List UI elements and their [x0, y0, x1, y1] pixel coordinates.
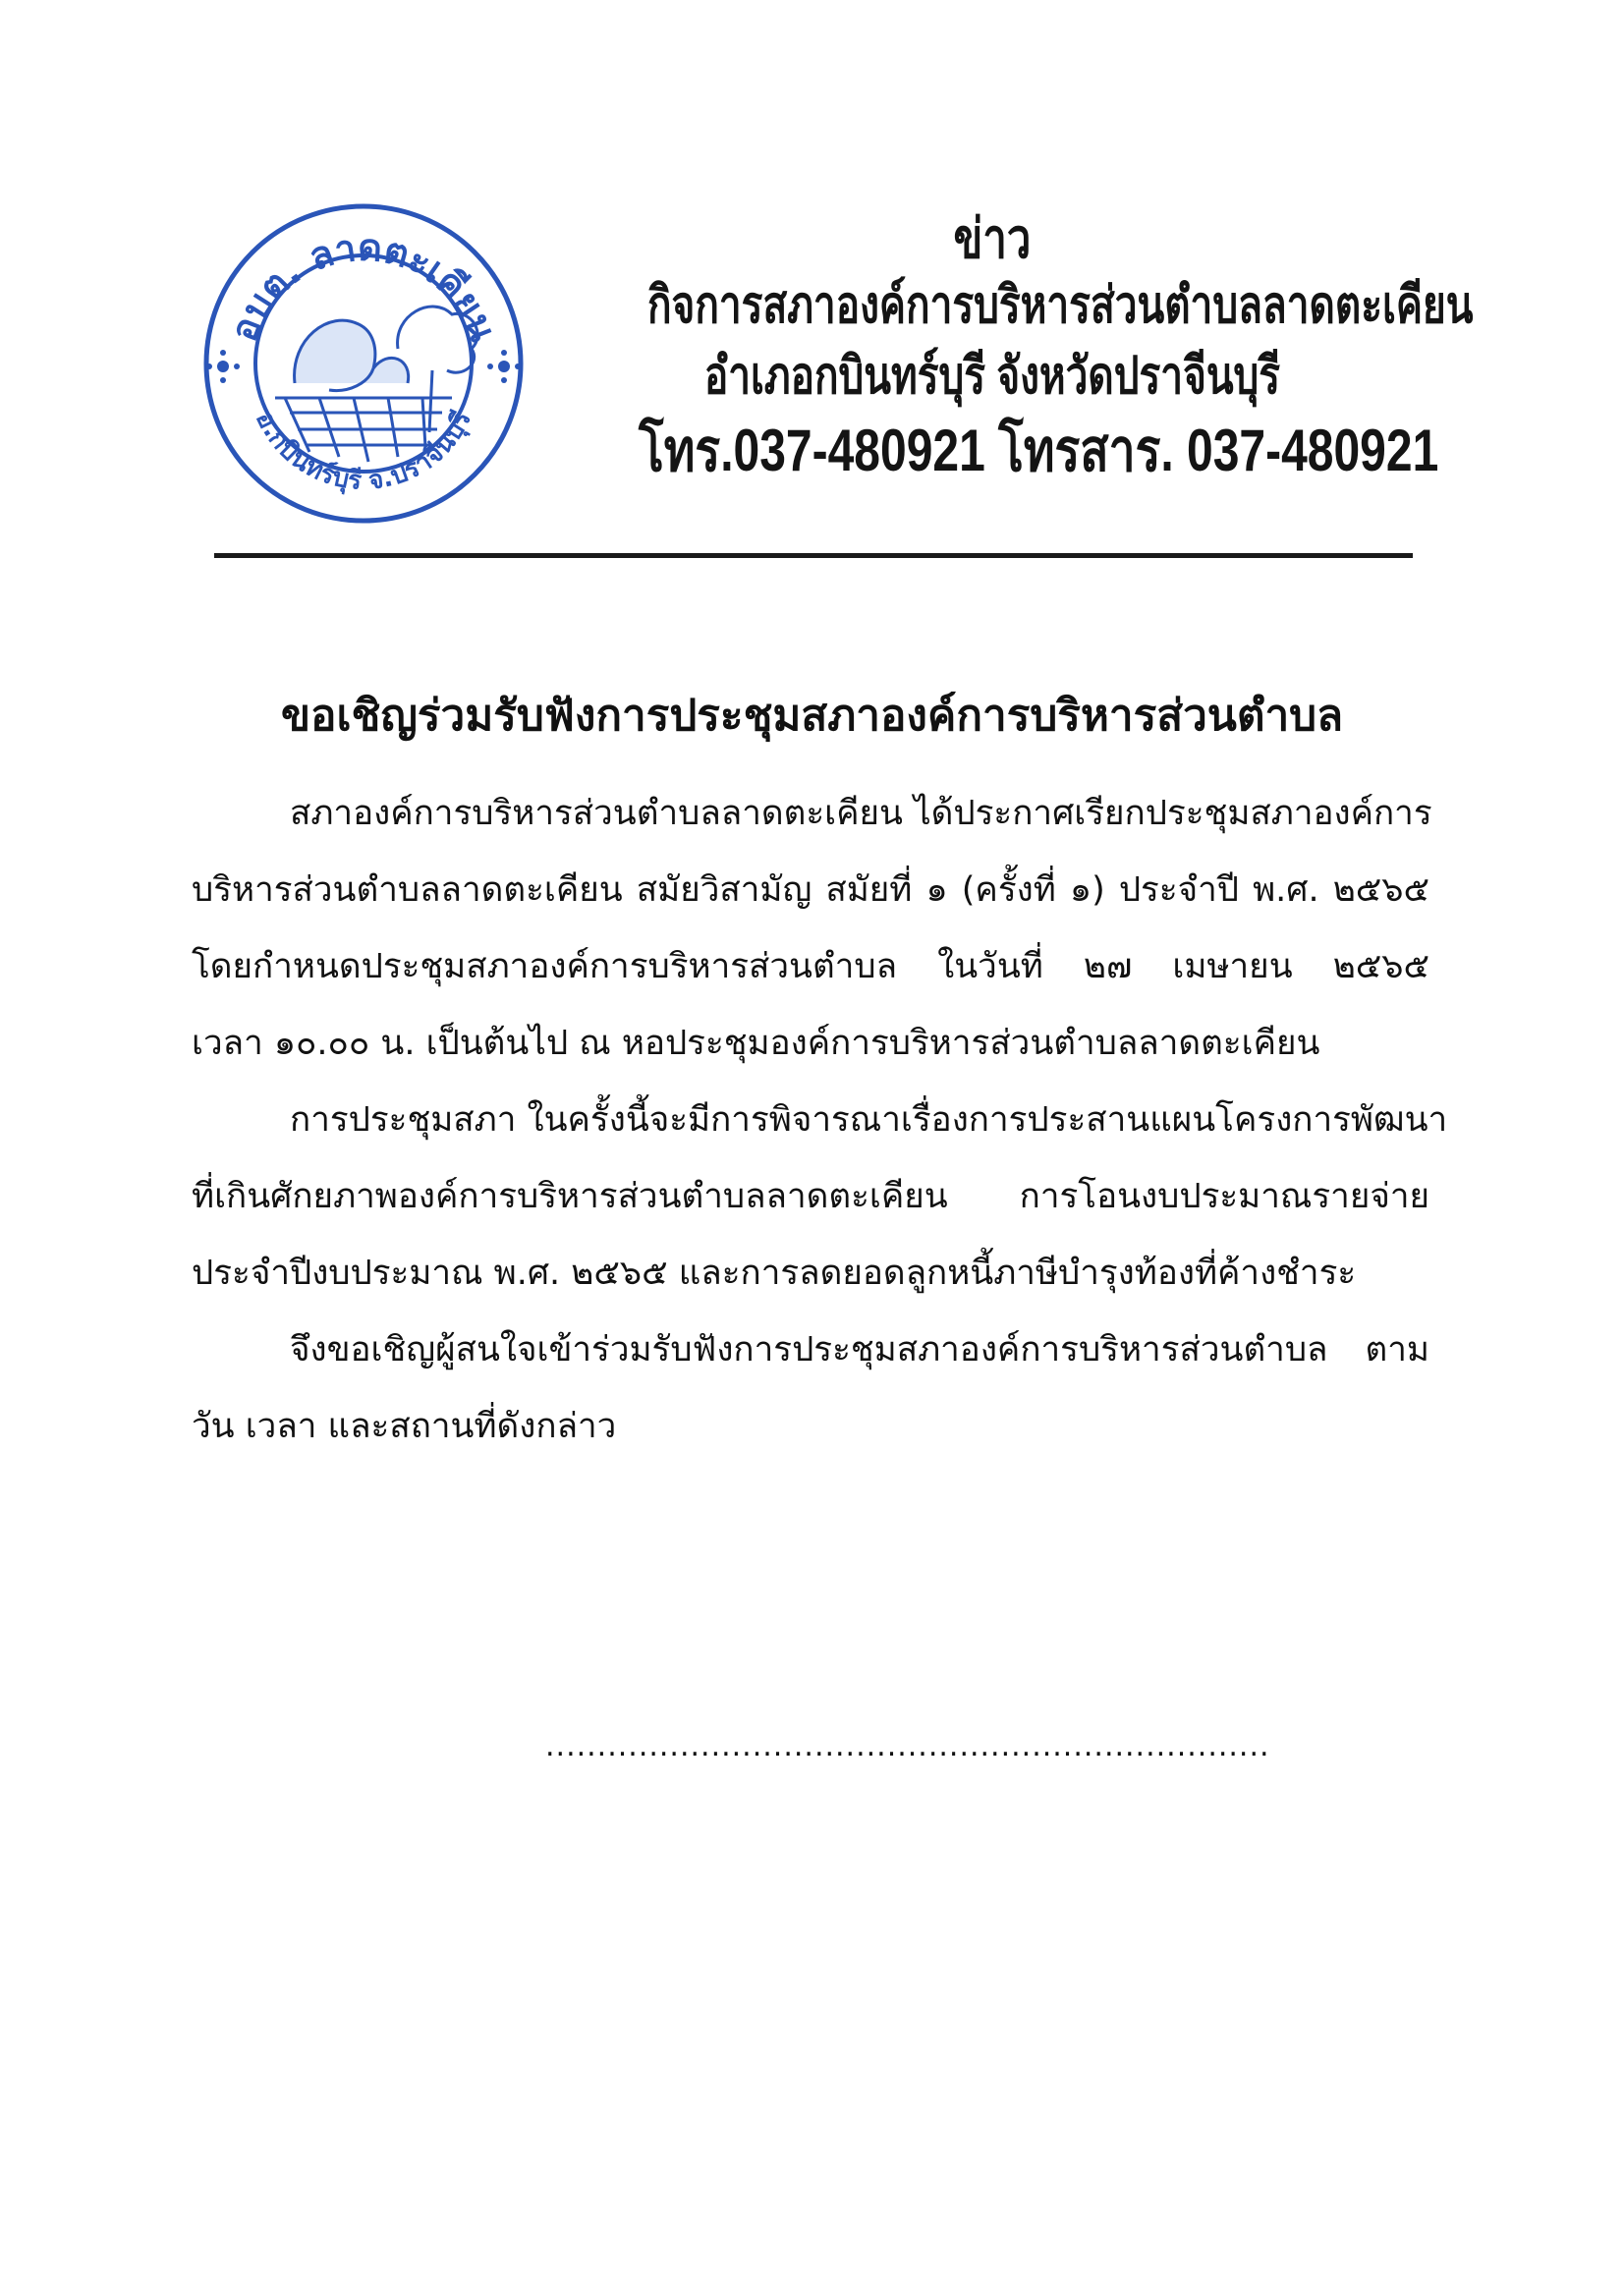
body-line: เวลา ๑๐.๐๐ น. เป็นต้นไป ณ หอประชุมองค์การบริหารส่วนตำบลลาดตะเคียน: [192, 1024, 1320, 1063]
body-line: โดยกำหนดประชุมสภาองค์การบริหารส่วนตำบล ในวันที่ ๒๗ เมษายน ๒๕๖๕: [192, 947, 1429, 986]
seal-top-text: อบต. ลาดตะเคียน: [221, 225, 506, 348]
body-line: ที่เกินศักยภาพองค์การบริหารส่วนตำบลลาดตะเคียน การโอนงบประมาณรายจ่าย: [192, 1177, 1429, 1216]
body-line: สภาองค์การบริหารส่วนตำบลลาดตะเคียน ได้ประกาศเรียกประชุมสภาองค์การ: [290, 794, 1432, 833]
header-divider: [214, 553, 1413, 558]
letterhead-district: อำเภอกบินทร์บุรี จังหวัดปราจีนบุรี: [703, 348, 1281, 405]
body-line: ประจำปีงบประมาณ พ.ศ. ๒๕๖๕ และการลดยอดลูกหนี้ภาษีบำรุงท้องที่ค้างชำระ: [192, 1254, 1357, 1293]
body-line: วัน เวลา และสถานที่ดังกล่าว: [192, 1407, 617, 1446]
document-title: ขอเชิญร่วมรับฟังการประชุมสภาองค์การบริหารส่วนตำบล: [280, 691, 1344, 741]
document-body: [192, 786, 1448, 1476]
seal-bottom-text: อ.กบินทร์บุรี จ.ปราจีนบุรี: [249, 406, 477, 496]
letterhead-block: [550, 207, 1474, 500]
body-line: บริหารส่วนตำบลลาดตะเคียน สมัยวิสามัญ สมัยที่ ๑ (ครั้งที่ ๑) ประจำปี พ.ศ. ๒๕๖๕: [192, 870, 1429, 910]
letterhead-organization: กิจการสภาองค์การบริหารส่วนตำบลลาดตะเคียน: [647, 277, 1474, 334]
svg-text:อ.กบินทร์บุรี จ.ปราจีนบุรี: [250, 407, 477, 496]
letterhead-news-label: ข่าว: [953, 207, 1032, 269]
body-line: การประชุมสภา ในครั้งนี้จะมีการพิจารณาเรื่องการประสานแผนโครงการพัฒนา: [290, 1100, 1448, 1140]
seal-logo: [201, 201, 526, 526]
letterhead-phone-fax: โทร.037-480921 โทรสาร. 037-480921: [639, 418, 1439, 483]
body-line: จึงขอเชิญผู้สนใจเข้าร่วมรับฟังการประชุมสภาองค์การบริหารส่วนตำบล ตาม: [290, 1330, 1429, 1369]
signature-line: ......................................................................: [545, 1729, 1270, 1763]
